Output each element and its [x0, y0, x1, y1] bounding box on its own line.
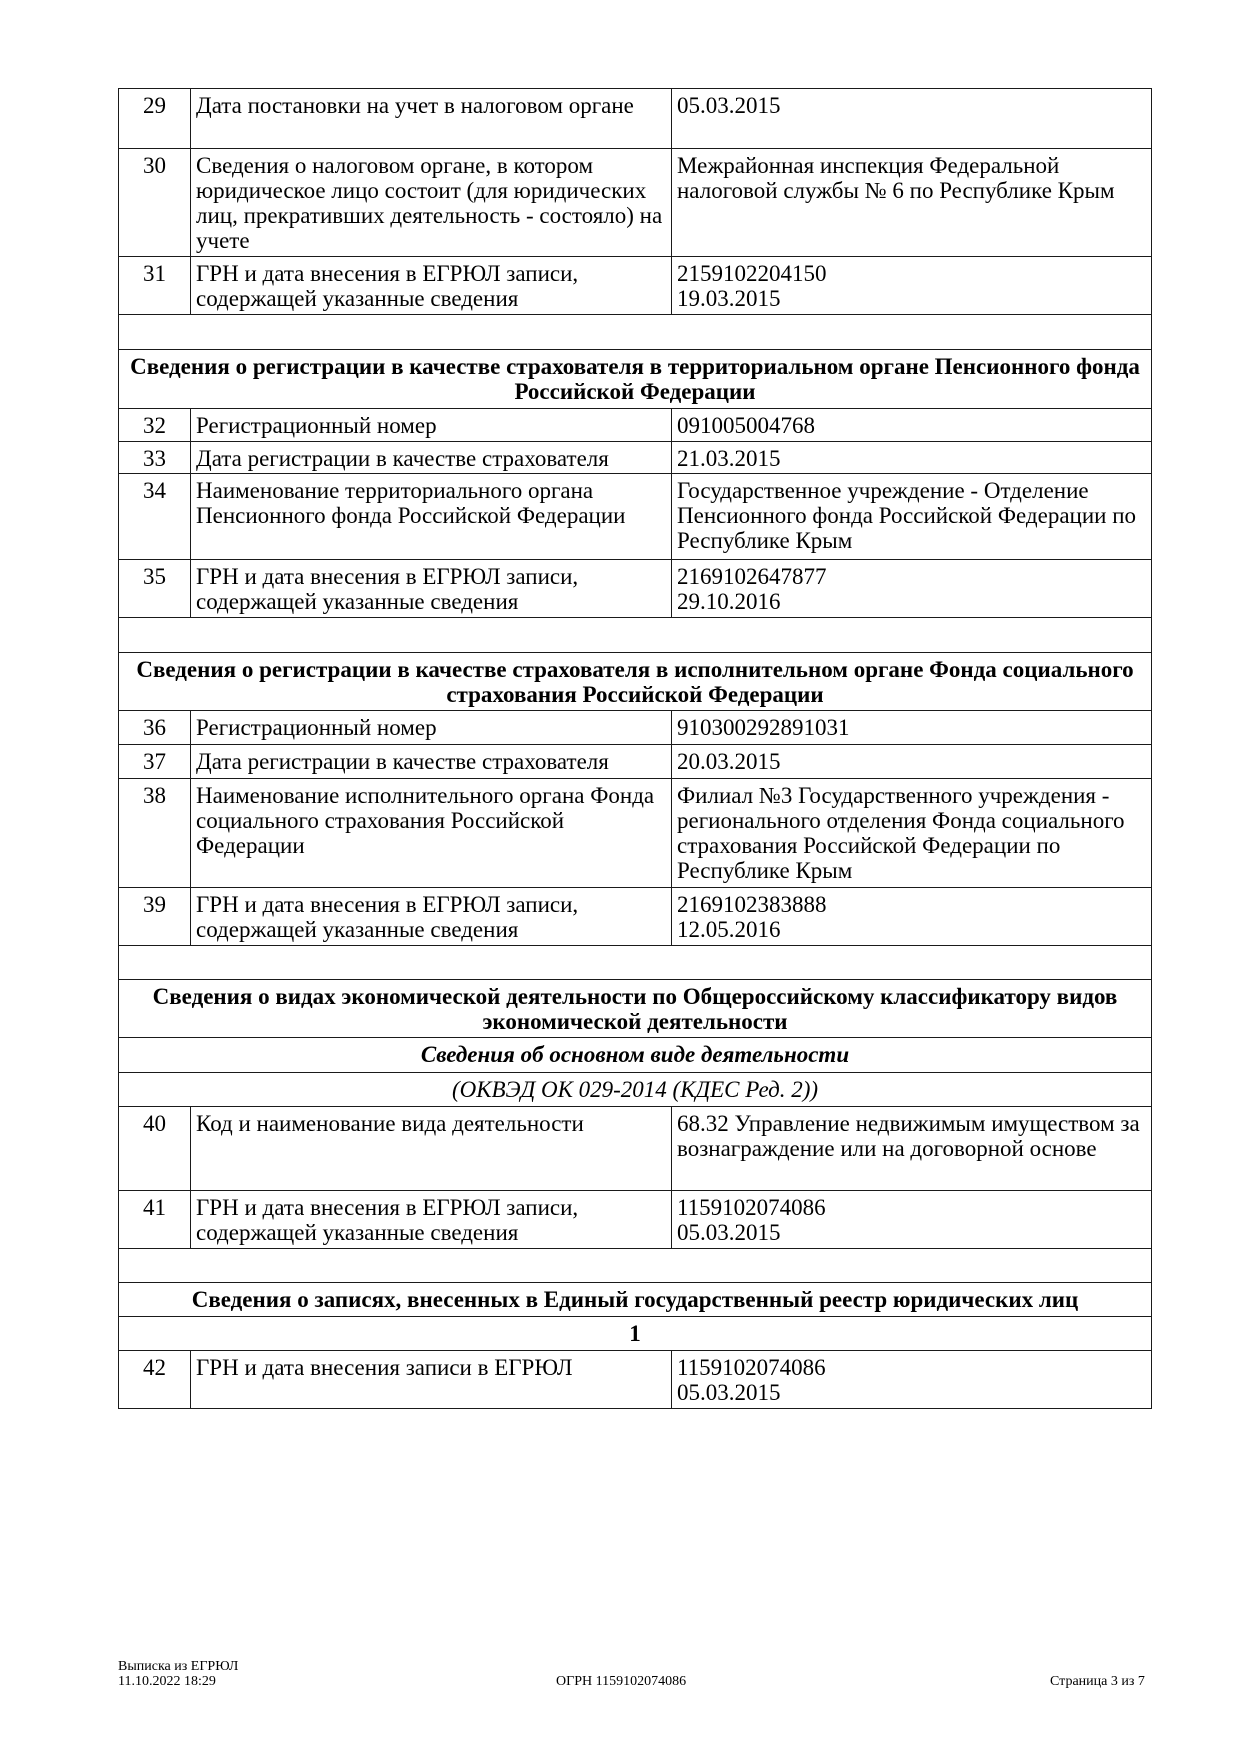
- grn-value: 1159102074086: [677, 1195, 826, 1220]
- row-value: [672, 560, 1152, 618]
- spacer-row: [119, 946, 1152, 980]
- value-line: 05.03.2015: [677, 93, 781, 118]
- spacer-row: [119, 618, 1152, 653]
- value-line: 21.03.2015: [677, 446, 781, 471]
- grn-value: 2169102647877: [677, 564, 827, 589]
- table-row: [119, 560, 1152, 618]
- footer-page-number: Страница 3 из 7: [1050, 1674, 1145, 1689]
- row-number: 29: [119, 89, 191, 149]
- row-value: [672, 442, 1152, 474]
- row-value: [672, 409, 1152, 442]
- row-value: [672, 474, 1152, 560]
- row-label: Сведения о налоговом органе, в котором юридическое лицо состоит (для юридических лиц, прекративших деятельность - состояло) на учете: [191, 149, 672, 257]
- date-value: 29.10.2016: [677, 589, 781, 614]
- section-header-okved: Сведения о видах экономической деятельности по Общероссийскому классификатору видов экономической деятельности: [119, 980, 1152, 1038]
- row-label: Наименование исполнительного органа Фонда социального страхования Российской Федерации: [191, 779, 672, 888]
- row-number: 41: [119, 1191, 191, 1249]
- row-label: Дата регистрации в качестве страхователя: [191, 442, 672, 474]
- section-header-row: [119, 350, 1152, 409]
- table-row: [119, 409, 1152, 442]
- table-row: [119, 442, 1152, 474]
- row-number: 39: [119, 888, 191, 946]
- row-value: [672, 779, 1152, 888]
- date-value: 05.03.2015: [677, 1220, 781, 1245]
- section-header-records: Сведения о записях, внесенных в Единый государственный реестр юридических лиц: [119, 1283, 1152, 1317]
- row-value: [672, 745, 1152, 779]
- row-number: 42: [119, 1351, 191, 1409]
- table-row: [119, 257, 1152, 315]
- row-number: 37: [119, 745, 191, 779]
- row-label: Дата постановки на учет в налоговом органе: [191, 89, 672, 149]
- date-value: 05.03.2015: [677, 1380, 781, 1405]
- row-number: 33: [119, 442, 191, 474]
- spacer-row: [119, 315, 1152, 350]
- row-value: [672, 711, 1152, 745]
- row-number: 31: [119, 257, 191, 315]
- row-number: 32: [119, 409, 191, 442]
- subsection-row: [119, 1073, 1152, 1107]
- row-value: [672, 149, 1152, 257]
- value-line: 20.03.2015: [677, 749, 781, 774]
- table-row: [119, 711, 1152, 745]
- row-number: 40: [119, 1107, 191, 1191]
- row-number: 38: [119, 779, 191, 888]
- table-row: [119, 888, 1152, 946]
- footer-doc-info: [118, 1659, 238, 1689]
- table-row: [119, 1191, 1152, 1249]
- row-value: [672, 89, 1152, 149]
- row-label: Дата регистрации в качестве страхователя: [191, 745, 672, 779]
- row-value: [672, 1351, 1152, 1409]
- table-row: [119, 149, 1152, 257]
- date-value: 19.03.2015: [677, 286, 781, 311]
- row-label: ГРН и дата внесения записи в ЕГРЮЛ: [191, 1351, 672, 1409]
- table-row: [119, 779, 1152, 888]
- subsection-main-activity: Сведения об основном виде деятельности: [119, 1038, 1152, 1073]
- row-label: Регистрационный номер: [191, 409, 672, 442]
- table-row: [119, 745, 1152, 779]
- table-row: [119, 1107, 1152, 1191]
- record-index: 1: [119, 1317, 1152, 1351]
- subsection-okved-edition: (ОКВЭД ОК 029-2014 (КДЕС Ред. 2)): [119, 1073, 1152, 1107]
- table-row: [119, 474, 1152, 560]
- footer-ogrn: ОГРН 1159102074086: [556, 1674, 687, 1689]
- footer-datetime: 11.10.2022 18:29: [118, 1674, 216, 1689]
- section-header-fss: Сведения о регистрации в качестве страхователя в исполнительном органе Фонда социального страхования Российской Федерации: [119, 653, 1152, 711]
- row-value: [672, 1107, 1152, 1191]
- row-label: Код и наименование вида деятельности: [191, 1107, 672, 1191]
- row-number: 34: [119, 474, 191, 560]
- egrul-extract-table: [118, 88, 1152, 1409]
- table-row: [119, 89, 1152, 149]
- value-line: Государственное учреждение - Отделение Пенсионного фонда Российской Федерации по Республике Крым: [677, 478, 1137, 553]
- row-value: [672, 1191, 1152, 1249]
- table-row: [119, 1351, 1152, 1409]
- value-line: 68.32 Управление недвижимым имуществом за вознаграждение или на договорной основе: [677, 1111, 1140, 1161]
- row-label: Регистрационный номер: [191, 711, 672, 745]
- value-line: Филиал №3 Государственного учреждения - регионального отделения Фонда социального страхования Российской Федерации по Республике Крым: [677, 783, 1125, 883]
- row-value: [672, 888, 1152, 946]
- record-index-row: [119, 1317, 1152, 1351]
- row-number: 36: [119, 711, 191, 745]
- section-header-row: [119, 980, 1152, 1038]
- row-value: [672, 257, 1152, 315]
- date-value: 12.05.2016: [677, 917, 781, 942]
- row-label: ГРН и дата внесения в ЕГРЮЛ записи, содержащей указанные сведения: [191, 888, 672, 946]
- grn-value: 1159102074086: [677, 1355, 826, 1380]
- section-header-pfr: Сведения о регистрации в качестве страхователя в территориальном органе Пенсионного фонда Российской Федерации: [119, 350, 1152, 409]
- row-label: Наименование территориального органа Пенсионного фонда Российской Федерации: [191, 474, 672, 560]
- value-line: 091005004768: [677, 413, 815, 438]
- section-header-row: [119, 653, 1152, 711]
- value-line: 910300292891031: [677, 715, 850, 740]
- section-header-row: [119, 1283, 1152, 1317]
- spacer-row: [119, 1249, 1152, 1283]
- subsection-row: [119, 1038, 1152, 1073]
- grn-value: 2169102383888: [677, 892, 827, 917]
- value-line: Межрайонная инспекция Федеральной налоговой службы № 6 по Республике Крым: [677, 153, 1115, 203]
- grn-value: 2159102204150: [677, 261, 827, 286]
- row-number: 30: [119, 149, 191, 257]
- row-label: ГРН и дата внесения в ЕГРЮЛ записи, содержащей указанные сведения: [191, 560, 672, 618]
- row-number: 35: [119, 560, 191, 618]
- row-label: ГРН и дата внесения в ЕГРЮЛ записи, содержащей указанные сведения: [191, 1191, 672, 1249]
- row-label: ГРН и дата внесения в ЕГРЮЛ записи, содержащей указанные сведения: [191, 257, 672, 315]
- footer-doc-title: Выписка из ЕГРЮЛ: [118, 1659, 239, 1674]
